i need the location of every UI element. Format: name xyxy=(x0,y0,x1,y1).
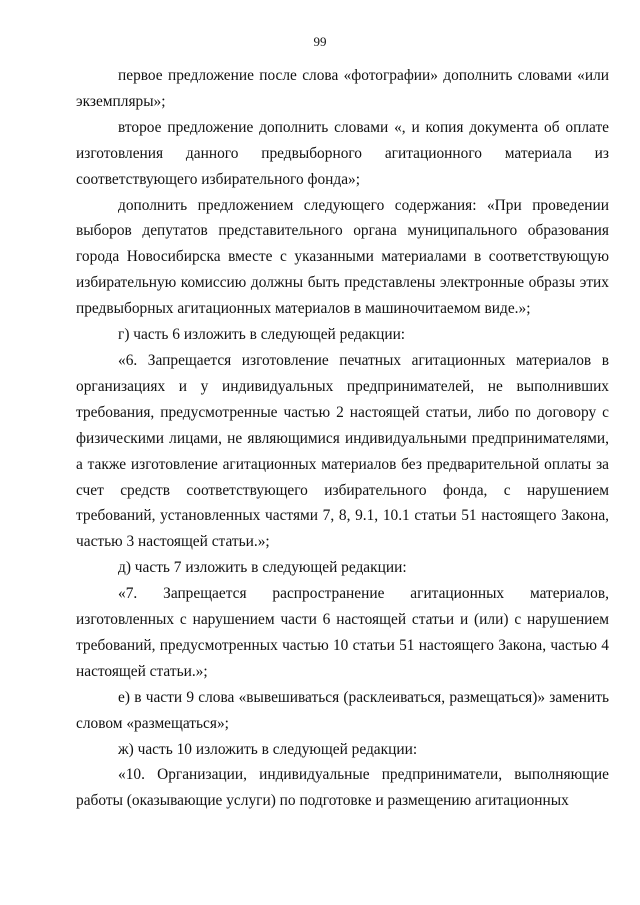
paragraph: г) часть 6 изложить в следующей редакции: xyxy=(118,326,406,344)
paragraph: «10. Организации, индивидуальные предприниматели, выполняющие работы (оказывающие услуги) по подготовке и размещению агитационных xyxy=(76,766,609,810)
document-body xyxy=(76,63,609,814)
page-number: 99 xyxy=(313,34,327,49)
paragraph: ж) часть 10 изложить в следующей редакции: xyxy=(118,740,418,758)
paragraph: е) в части 9 слова «вывешиваться (расклеиваться, размещаться)» заменить словом «размещаться»; xyxy=(76,688,609,732)
paragraph: дополнить предложением следующего содержания: «При проведении выборов депутатов представительного органа муниципального образования города Новосибирска вместе с указанными материалами в соответствующую избирательную комиссию должны быть представлены электронные образы этих предвыборных агитационных материалов в машиночитаемом виде.»; xyxy=(76,196,609,318)
paragraph: «6. Запрещается изготовление печатных агитационных материалов в организациях и у индивидуальных предпринимателей, не выполнивших требования, предусмотренные частью 2 настоящей статьи, либо по договору с физическими лицами, не являющимися индивидуальными предпринимателями, а также изготовление агитационных материалов без предварительной оплаты за счет средств соответствующего избирательного фонда, с нарушением требований, установленных частями 7, 8, 9.1, 10.1 статьи 51 настоящего Закона, частью 3 настоящей статьи.»; xyxy=(76,351,609,551)
paragraph: первое предложение после слова «фотографии» дополнить словами «или экземпляры»; xyxy=(76,67,609,110)
paragraph: «7. Запрещается распространение агитационных материалов, изготовленных с нарушением части 6 настоящей статьи и (или) с нарушением требований, предусмотренных частью 10 статьи 51 настоящего Закона, частью 4 настоящей статьи.»; xyxy=(76,585,609,680)
paragraph: второе предложение дополнить словами «, и копия документа об оплате изготовления данного предвыборного агитационного материала из соответствующего избирательного фонда»; xyxy=(76,118,609,188)
paragraph: д) часть 7 изложить в следующей редакции: xyxy=(118,559,407,577)
